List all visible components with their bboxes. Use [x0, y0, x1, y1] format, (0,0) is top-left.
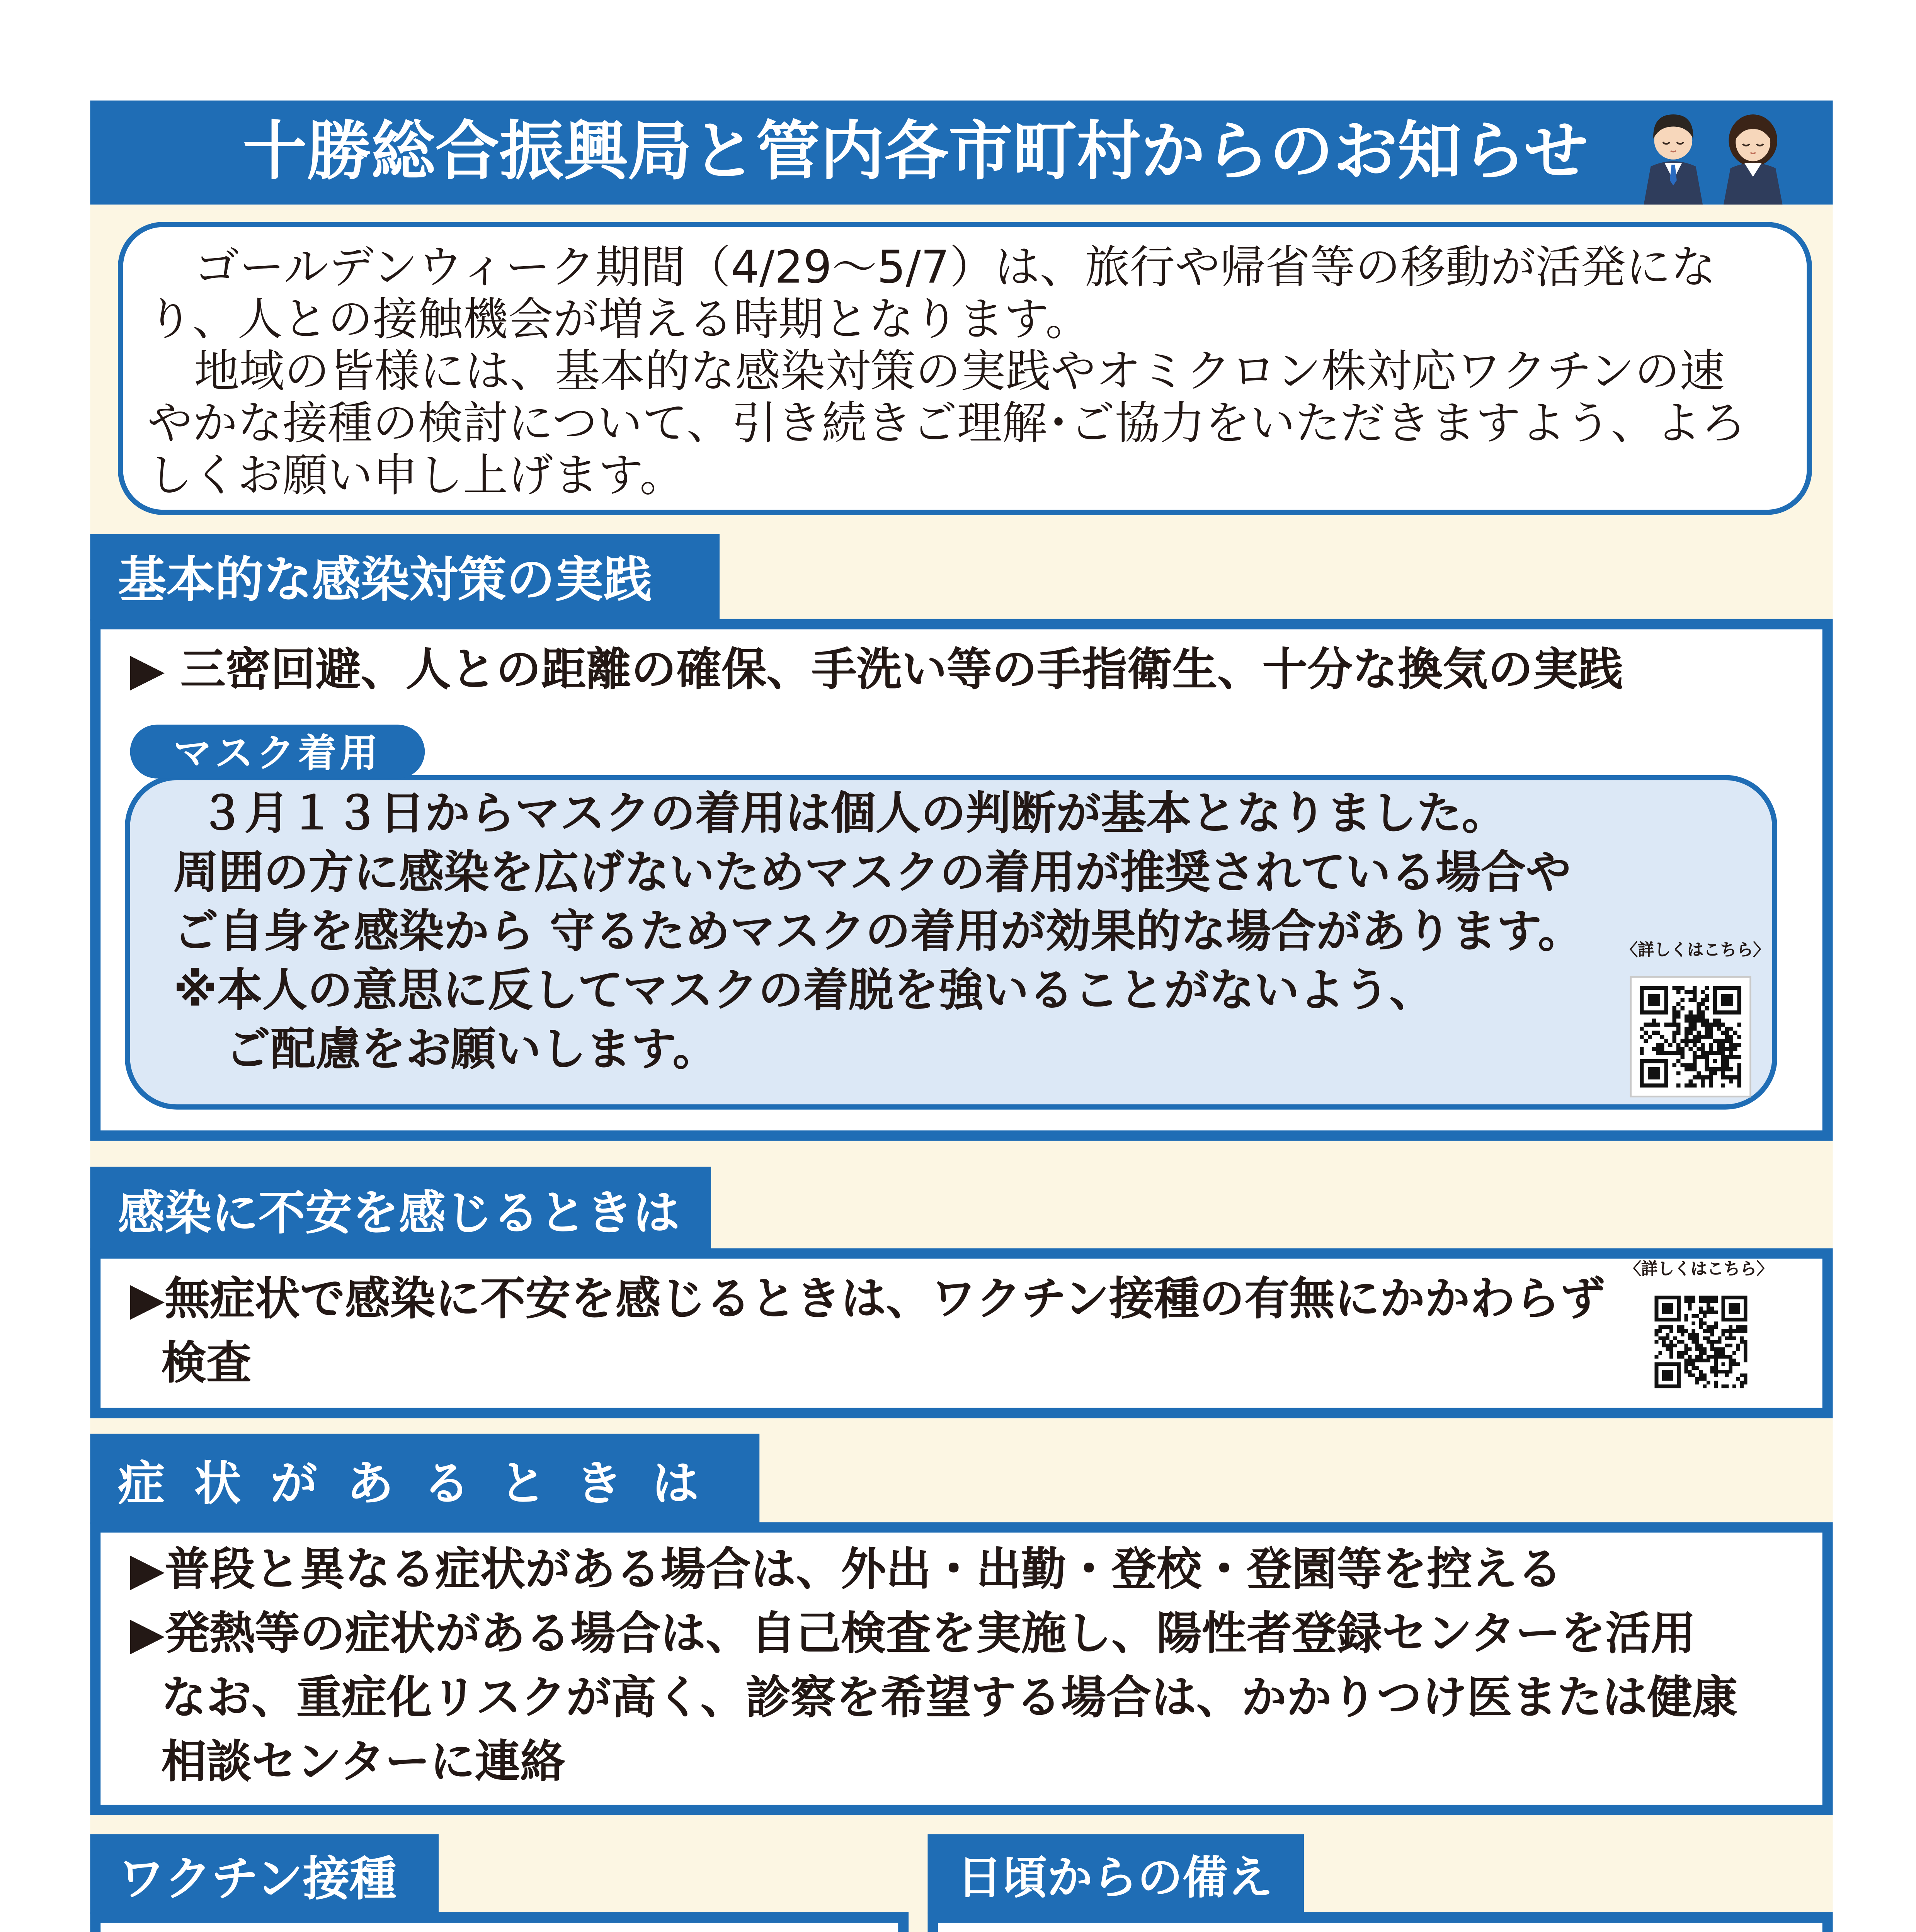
intro-line: り、人との接触機会が増える時期となります。	[147, 294, 1091, 347]
basic-measures-heading-tab	[90, 534, 720, 621]
vaccination-heading-tab	[90, 1834, 439, 1914]
mask-label: マスク着用	[173, 733, 382, 777]
mask-line: ご配慮をお願いします。	[225, 1024, 718, 1077]
symptoms-line: ▶発熱等の症状がある場合は、自己検査を実施し、陽性者登録センターを活用	[130, 1609, 1696, 1661]
vaccination-line	[130, 1928, 749, 1932]
mask-line: ３月１３日からマスクの着用は個人の判断が基本となりました。	[199, 789, 1507, 841]
intro-line: やかな接種の検討について、引き続きご理解･ご協力をいただきますよう、よろ	[147, 398, 1746, 451]
bowing-staff-illustration	[1630, 104, 1795, 204]
preparedness-heading: 日頃からの備え	[957, 1852, 1273, 1905]
intro-line: 地域の皆様には、基本的な感染対策の実践やオミクロン株対応ワクチンの速	[194, 347, 1725, 399]
anxious-line: ▶無症状で感染に不安を感じるときは、ワクチン接種の有無にかかわらず	[130, 1274, 1605, 1327]
basic-measures-item: ▶ 三密回避、人との距離の確保、手洗い等の手指衛生、十分な換気の実践	[130, 645, 1623, 697]
qr-modules	[1655, 1296, 1748, 1388]
anxious-heading-tab	[90, 1167, 711, 1250]
symptoms-heading-tab	[90, 1434, 759, 1524]
mask-line: ご自身を感染から 守るためマスクの着用が効果的な場合があります。	[173, 906, 1583, 959]
anxious-text	[130, 1269, 1605, 1397]
page-title: 十勝総合振興局と管内各市町村からのお知らせ	[243, 114, 1588, 189]
intro-text	[147, 243, 1746, 503]
anxious-heading: 感染に不安を感じるときは	[118, 1187, 680, 1241]
intro-line: ゴールデンウィーク期間（4/29～5/7）は、旅行や帰省等の移動が活発にな	[194, 243, 1716, 295]
mask-line: ※本人の意思に反してマスクの着脱を強いることがないよう、	[173, 966, 1434, 1018]
vaccination-text	[130, 1928, 749, 1932]
mask-info-text	[174, 786, 1583, 1080]
qr-caption: 〈詳しくはこちら〉	[1621, 941, 1770, 961]
basic-measures-heading: 基本的な感染対策の実践	[118, 551, 652, 609]
symptoms-text	[130, 1539, 1737, 1796]
symptoms-line: ▶普段と異なる症状がある場合は、外出・出勤・登校・登園等を控える	[130, 1544, 1562, 1597]
qr-code	[1630, 976, 1751, 1097]
qr-code	[1647, 1288, 1755, 1396]
symptoms-line: 相談センターに連絡	[161, 1737, 565, 1789]
mask-line: 周囲の方に感染を広げないためマスクの着用が推奨されている場合や	[173, 848, 1571, 900]
symptoms-line: なお、重症化リスクが高く、診察を希望する場合は、かかりつけ医または健康	[161, 1673, 1737, 1725]
qr-modules	[1640, 986, 1741, 1088]
preparedness-heading-tab	[927, 1834, 1304, 1914]
intro-line: しくお願い申し上げます。	[147, 451, 685, 503]
preparedness-box	[927, 1912, 1833, 1932]
vaccination-heading: ワクチン接種	[118, 1852, 396, 1906]
anxious-line: 検査	[161, 1338, 252, 1391]
qr-caption: 〈詳しくはこちら〉	[1625, 1260, 1773, 1280]
symptoms-heading: 症状があるときは	[118, 1457, 728, 1511]
mask-label-pill	[130, 725, 425, 779]
